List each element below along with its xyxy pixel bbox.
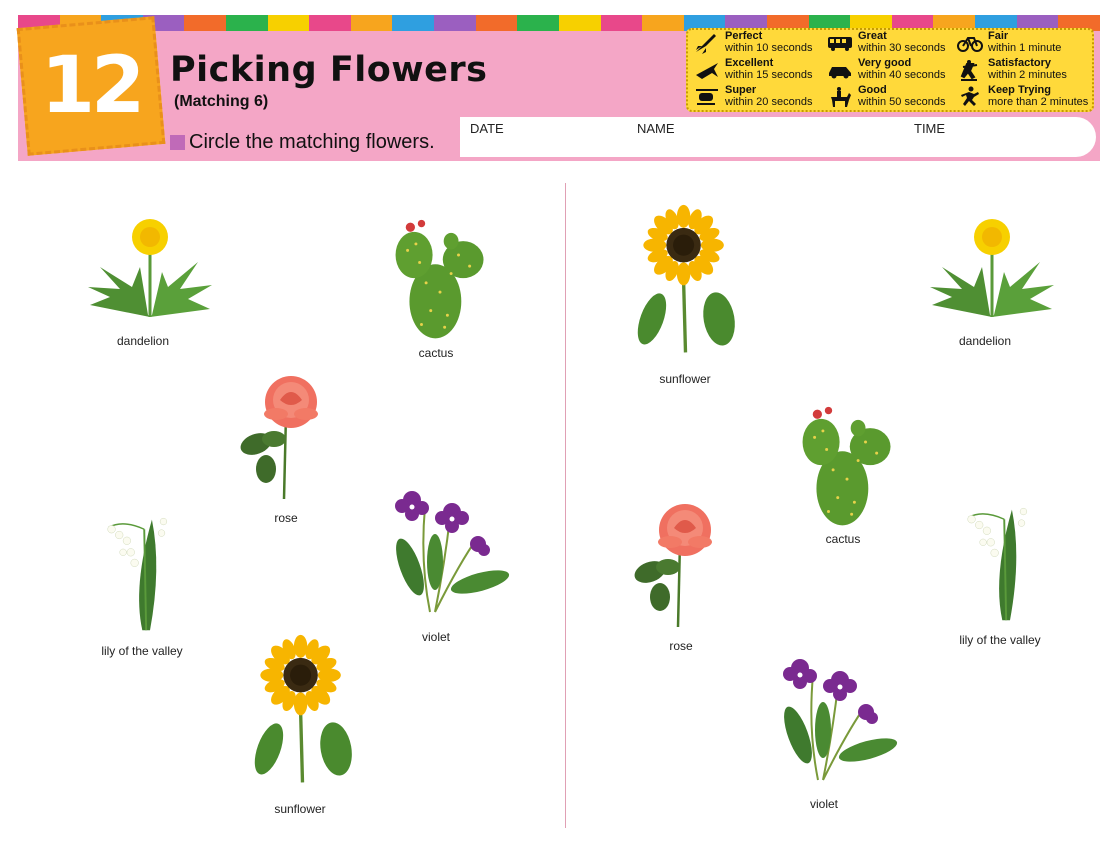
rating-time: within 10 seconds [725, 42, 813, 54]
page-title: Picking Flowers [170, 50, 488, 90]
rating-time: within 20 seconds [725, 96, 813, 108]
rating-item [957, 84, 1088, 108]
flower-lily-left[interactable] [95, 510, 180, 635]
instruction-text: Circle the matching flowers. [189, 131, 435, 153]
flower-label: violet [421, 630, 450, 644]
flower-sunflower-right[interactable] [628, 203, 743, 363]
flower-label: cactus [825, 532, 861, 546]
page-subtitle: (Matching 6) [174, 93, 269, 110]
rating-item [827, 84, 945, 108]
rating-time: within 15 seconds [725, 69, 813, 81]
instruction [170, 131, 435, 154]
flower-label: rose [274, 511, 298, 525]
stripe-segment [309, 15, 351, 31]
flower-label: cactus [418, 346, 454, 360]
flower-label: lily of the valley [959, 633, 1041, 647]
flower-label: violet [809, 797, 838, 811]
skateboarder-icon [957, 59, 983, 81]
date-field-label: DATE [470, 121, 504, 136]
rating-rank: Very good [858, 57, 912, 69]
flower-label: sunflower [659, 372, 711, 386]
rating-time: within 1 minute [988, 42, 1062, 54]
flower-label: sunflower [274, 802, 326, 816]
rating-time: within 40 seconds [858, 69, 946, 81]
rating-rank: Good [858, 84, 887, 96]
rating-item [694, 57, 812, 81]
rating-item [827, 57, 945, 81]
rating-rank: Excellent [725, 57, 774, 69]
bus-icon [827, 32, 853, 54]
rating-item [694, 84, 812, 108]
rating-item [957, 30, 1061, 54]
time-field-label: TIME [914, 121, 946, 136]
flower-label: dandelion [116, 334, 170, 348]
stripe-segment [434, 15, 476, 31]
flower-dandelion-left[interactable] [80, 217, 220, 332]
center-divider [565, 183, 566, 828]
flower-cactus-right[interactable] [797, 405, 897, 530]
flower-label: lily of the valley [101, 644, 183, 658]
stripe-segment [601, 15, 643, 31]
flower-lily-right[interactable] [955, 500, 1040, 625]
rating-time: within 50 seconds [858, 96, 946, 108]
bullet-square-icon [170, 135, 185, 150]
flower-sunflower-left[interactable] [245, 633, 360, 793]
flower-label: rose [669, 639, 693, 653]
stripe-segment [392, 15, 434, 31]
flower-violet-right[interactable] [778, 645, 898, 790]
flower-rose-left[interactable] [236, 374, 336, 504]
runner-icon [957, 86, 983, 108]
airplane-icon [694, 59, 720, 81]
horse-rider-icon [827, 86, 853, 108]
rating-rank: Fair [988, 30, 1009, 42]
rating-item [827, 30, 945, 54]
flower-violet-left[interactable] [390, 477, 510, 622]
rating-rank: Super [725, 84, 757, 96]
stripe-segment [226, 15, 268, 31]
stripe-segment [351, 15, 393, 31]
exercise-number: 12 [40, 41, 142, 131]
stripe-segment [476, 15, 518, 31]
stripe-segment [642, 15, 684, 31]
bicycle-icon [957, 32, 983, 54]
rating-item [957, 57, 1067, 81]
rating-rank: Perfect [725, 30, 763, 42]
rating-rank: Great [858, 30, 887, 42]
helicopter-icon [694, 86, 720, 108]
rating-time: more than 2 minutes [988, 96, 1089, 108]
car-icon [827, 59, 853, 81]
flower-rose-right[interactable] [630, 502, 730, 632]
rocket-icon [694, 32, 720, 54]
stripe-segment [559, 15, 601, 31]
stripe-segment [268, 15, 310, 31]
rating-time: within 2 minutes [988, 69, 1067, 81]
rating-time: within 30 seconds [858, 42, 946, 54]
name-field-label: NAME [637, 121, 675, 136]
flower-label: dandelion [958, 334, 1012, 348]
rating-rank: Keep Trying [988, 84, 1051, 96]
stripe-segment [517, 15, 559, 31]
stripe-segment [184, 15, 226, 31]
rating-rank: Satisfactory [988, 57, 1051, 69]
rating-item [694, 30, 812, 54]
flower-dandelion-right[interactable] [922, 217, 1062, 332]
answer-fields [460, 117, 1096, 157]
flower-cactus-left[interactable] [390, 218, 490, 343]
